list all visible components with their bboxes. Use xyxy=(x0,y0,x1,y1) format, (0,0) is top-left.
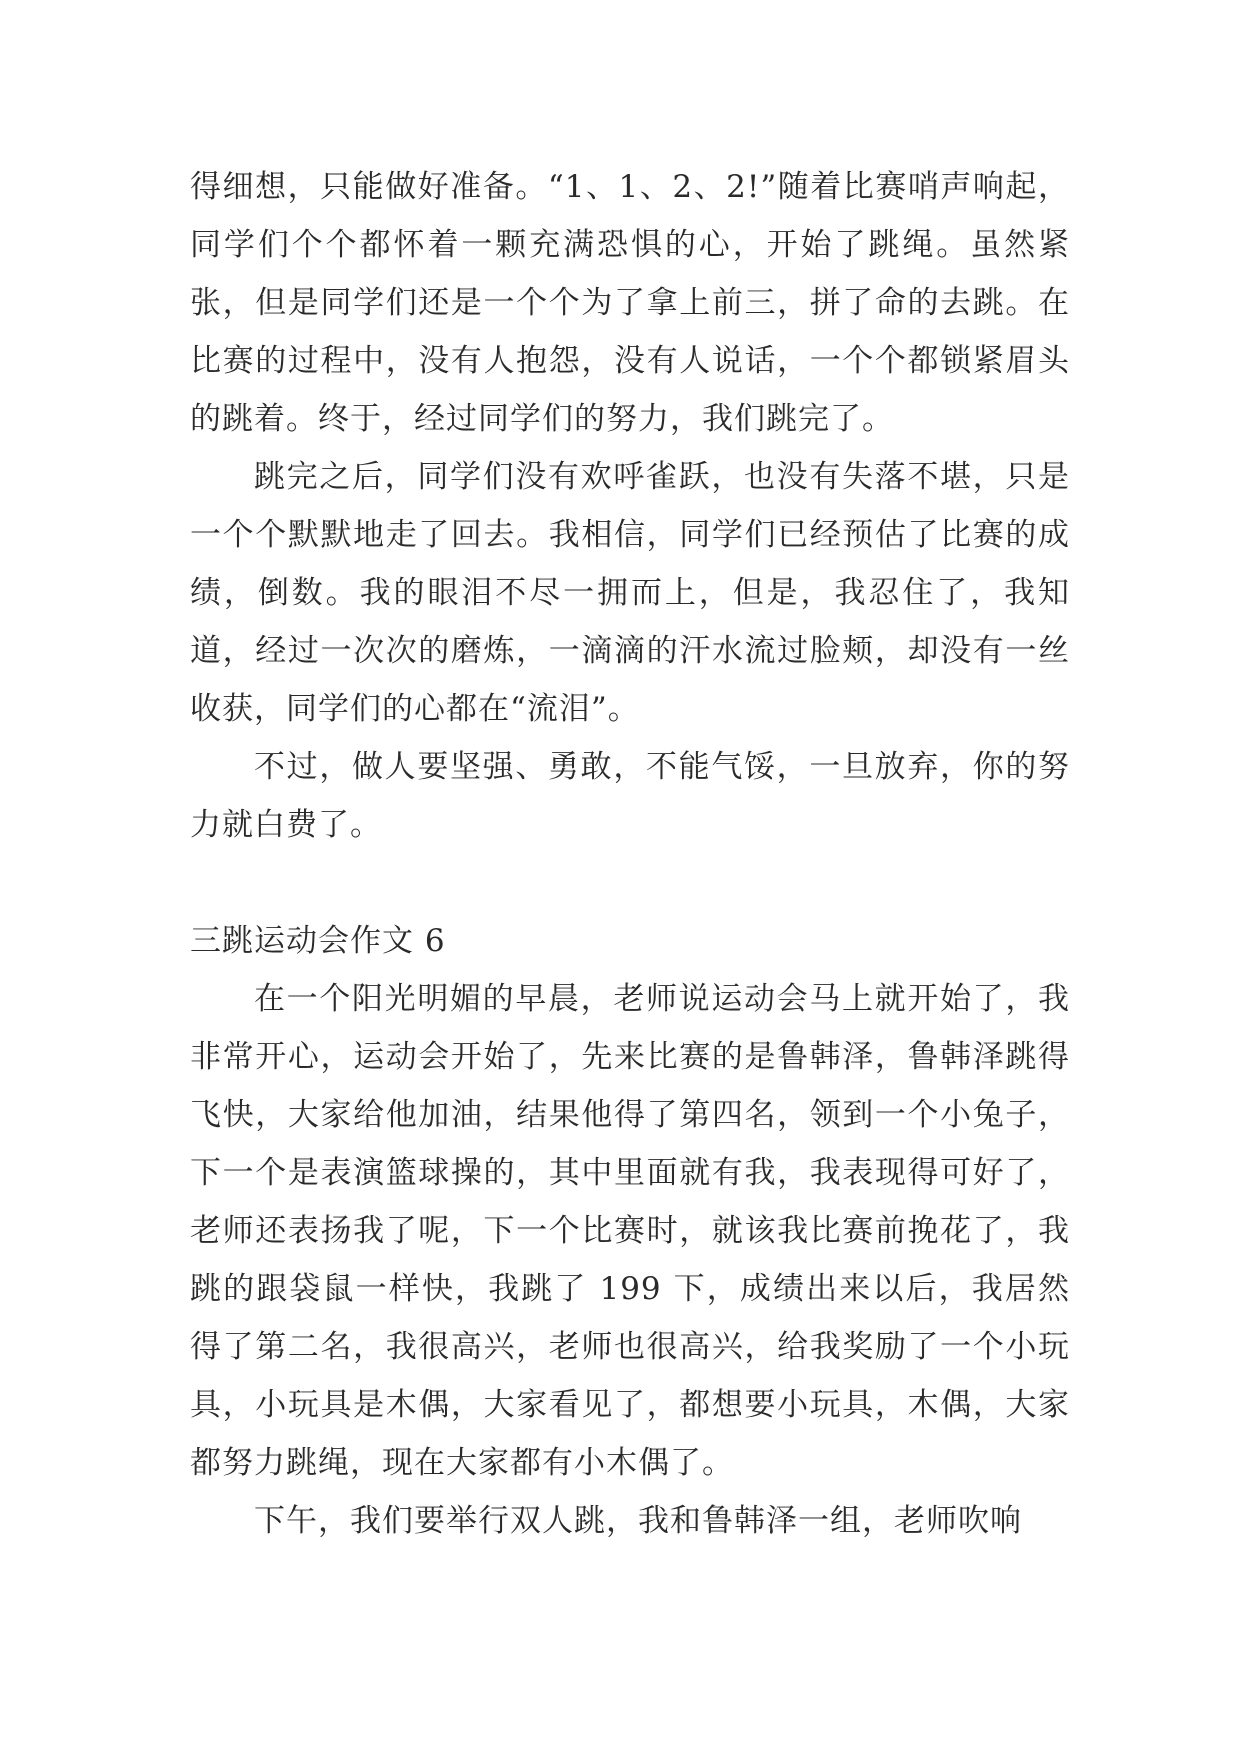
section-2 xyxy=(190,912,1070,1550)
essay-title: 三跳运动会作文 6 xyxy=(190,923,446,959)
paragraph-afternoon: 下午，我们要举行双人跳，我和鲁韩泽一组，老师吹响 xyxy=(254,1503,1022,1539)
paragraph-be-strong: 不过，做人要坚强、勇敢，不能气馁，一旦放弃，你的努力就白费了。 xyxy=(190,749,1070,843)
paragraph-sports-day: 在一个阳光明媚的早晨，老师说运动会马上就开始了，我非常开心，运动会开始了，先来比赛的是鲁韩泽，鲁韩泽跳得飞快，大家给他加油，结果他得了第四名，领到一个小兔子，下一个是表演篮球操的，其中里面就有我，我表现得可好了，老师还表扬我了呢，下一个比赛时，就该我比赛前挽花了，我跳的跟袋鼠一样快，我跳了 199 下，成绩出来以后，我居然得了第二名，我很高兴，老师也很高兴，给我奖励了一个小玩具，小玩具是木偶，大家看见了，都想要小玩具，木偶，大家都努力跳绳，现在大家都有小木偶了。 xyxy=(190,981,1070,1481)
section-1 xyxy=(190,158,1070,854)
paragraph-continuation: 得细想，只能做好准备。“1、1、2、2!”随着比赛哨声响起，同学们个个都怀着一颗充满恐惧的心，开始了跳绳。虽然紧张，但是同学们还是一个个为了拿上前三，拼了命的去跳。在比赛的过程中，没有人抱怨，没有人说话，一个个都锁紧眉头的跳着。终于，经过同学们的努力，我们跳完了。 xyxy=(190,169,1070,437)
paragraph-after-jump: 跳完之后，同学们没有欢呼雀跃，也没有失落不堪，只是一个个默默地走了回去。我相信，同学们已经预估了比赛的成绩，倒数。我的眼泪不尽一拥而上，但是，我忍住了，我知道，经过一次次的磨炼，一滴滴的汗水流过脸颊，却没有一丝收获，同学们的心都在“流泪”。 xyxy=(190,459,1070,727)
